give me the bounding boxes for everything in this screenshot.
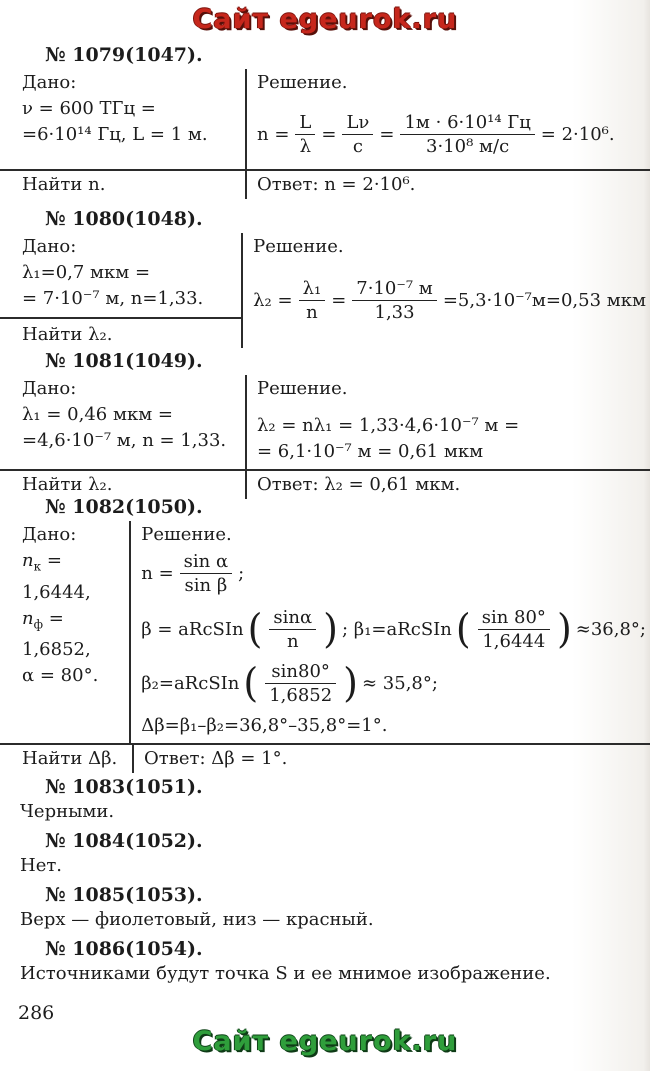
given-line: $n_к = 1,6444$, [22, 550, 91, 603]
problem-title-1086: № 1086(1054). [45, 938, 203, 960]
problem-1081 [0, 350, 650, 499]
given-line: = 7·10⁻⁷ м, n=1,33. [22, 288, 204, 309]
answer-row [0, 469, 650, 499]
problem-title: № 1082(1050). [45, 496, 203, 518]
solution-column [129, 521, 650, 743]
answer-row [0, 169, 650, 199]
problem-title-1084: № 1084(1052). [45, 830, 203, 852]
right-paren: ) [343, 660, 358, 707]
fraction: $\frac{\text{1м · 6·10¹⁴ Гц}}{\text{3·10⁸ м/с}}$ [400, 112, 534, 157]
solution-line: λ₂ = nλ₁ = 1,33·4,6·10⁻⁷ м = [257, 415, 520, 436]
fraction: $\frac{L\nu}{c}$ [342, 112, 373, 157]
subscript: к [33, 559, 42, 574]
given-label: Дано: [22, 378, 77, 399]
fraction: $\frac{\sin 80^\circ}{1,6444}$ [478, 607, 550, 652]
fraction: $\frac{\sin 80^\circ}{1,6852}$ [265, 661, 336, 706]
problem-body [0, 233, 650, 348]
formula-token: ≈36,8°; [575, 618, 646, 640]
given-line: α = 80°. [22, 665, 99, 687]
answer-text: Ответ: λ₂ = 0,61 мкм. [245, 471, 650, 499]
find-label: Найти n. [22, 174, 106, 195]
answer-text-1085: Верх — фиолетовый, низ — красный. [20, 909, 374, 930]
fraction: $\frac{L}{\lambda}$ [295, 112, 315, 157]
problem-title-1085: № 1085(1053). [45, 884, 203, 906]
answer-text-1083: Черными. [20, 801, 115, 822]
answer-row [0, 743, 650, 773]
solution-label: Решение. [257, 378, 348, 399]
formula-token: n = [257, 123, 290, 145]
formula-snell [141, 551, 646, 596]
formula-token: ≈ 35,8°; [362, 672, 438, 694]
given-line: λ₁ = 0,46 мкм = [22, 404, 174, 425]
formula-token: = [331, 289, 347, 311]
problem-body [0, 69, 650, 169]
given-column [0, 233, 241, 348]
answer-text: Ответ: n = 2·10⁶. [245, 171, 650, 199]
solution-label: Решение. [253, 236, 344, 257]
solution-label: Решение. [141, 524, 232, 545]
left-paren: ( [243, 660, 259, 707]
formula-token: ; [238, 562, 245, 584]
given-column [0, 521, 129, 743]
formula-token: n = [141, 562, 174, 584]
given-column [0, 69, 245, 169]
solution-column [241, 233, 650, 348]
find-label: Найти λ₂. [22, 324, 113, 345]
page-number: 286 [18, 1002, 55, 1024]
problem-1080 [0, 208, 650, 348]
formula-token: =5,3·10⁻⁷м=0,53 мкм [442, 289, 646, 311]
problem-1082 [0, 496, 650, 773]
problem-1079 [0, 44, 650, 199]
problem-title: № 1081(1049). [45, 350, 203, 372]
formula-token: β = аRcSIn [141, 618, 244, 640]
given-line: $n_ф = 1,6852$, [22, 607, 91, 661]
formula-delta: Δβ=β₁–β₂=36,8°–35,8°=1°. [141, 715, 388, 736]
subscript: ф [33, 617, 43, 632]
formula [257, 112, 646, 157]
left-paren: ( [455, 606, 471, 653]
formula-token: = [321, 123, 337, 145]
given-label: Дано: [22, 236, 77, 257]
right-paren: ) [556, 606, 572, 653]
left-paren: ( [247, 606, 263, 653]
given-line: =4,6·10⁻⁷ м, n = 1,33. [22, 430, 227, 451]
site-watermark-header: Сайт egeurok.ru [192, 4, 458, 35]
problem-title: № 1079(1047). [45, 44, 203, 66]
find-label: Найти λ₂. [22, 474, 113, 495]
fraction: $\frac{\text{sin α}}{\text{sin β}}$ [180, 551, 232, 596]
formula-token: = [379, 123, 395, 145]
right-paren: ) [323, 606, 338, 653]
solution-label: Решение. [257, 72, 348, 93]
fraction: $\frac{\text{7·10⁻⁷ м}}{1,33}$ [352, 278, 437, 323]
fraction: $\frac{\sin\alpha}{n}$ [269, 607, 316, 652]
find-label: Найти Δβ. [22, 748, 118, 769]
given-line: λ₁=0,7 мкм = [22, 262, 151, 283]
fraction: $\frac{\text{λ₁}}{n}$ [299, 278, 326, 323]
formula [253, 278, 646, 323]
solution-column [245, 69, 650, 169]
left-column-rule [0, 317, 241, 319]
formula-token: ; β₁=аRcSIn [342, 618, 452, 640]
given-label: Дано: [22, 72, 77, 93]
solution-line: = 6,1·10⁻⁷ м = 0,61 мкм [257, 441, 484, 462]
given-column [0, 375, 245, 469]
formula-token: β₂=аRcSIn [141, 672, 240, 694]
problem-body [0, 521, 650, 743]
answer-text-1086: Источниками будут точка S и ее мнимое изображение. [20, 963, 551, 984]
problem-body [0, 375, 650, 469]
formula-beta1 [141, 607, 646, 652]
given-line: =6·10¹⁴ Гц, L = 1 м. [22, 124, 208, 145]
given-line: ν = 600 ТГц = [22, 98, 156, 119]
site-watermark-footer: Сайт egeurok.ru [192, 1026, 458, 1057]
problem-title: № 1080(1048). [45, 208, 203, 230]
answer-text: Ответ: Δβ = 1°. [132, 745, 650, 773]
given-label: Дано: [22, 524, 77, 545]
formula-beta2 [141, 661, 646, 706]
formula-token: λ₂ = [253, 289, 293, 311]
solution-column [245, 375, 650, 469]
formula-token: = 2·10⁶. [540, 123, 615, 145]
problem-title-1083: № 1083(1051). [45, 776, 203, 798]
answer-text-1084: Нет. [20, 855, 63, 876]
